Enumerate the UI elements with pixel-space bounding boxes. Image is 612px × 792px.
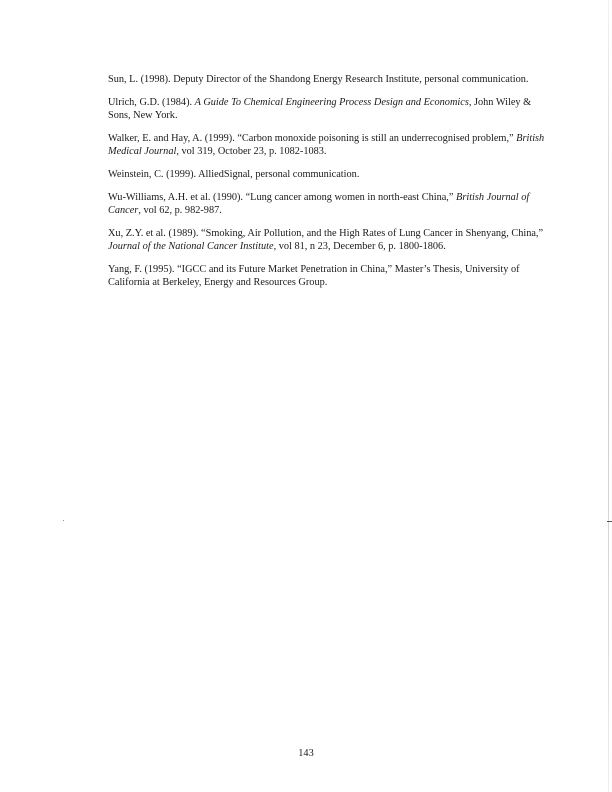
- reference-text: Ulrich, G.D. (1984).: [108, 97, 195, 108]
- reference-text: , vol 319, October 23, p. 1082-1083.: [176, 146, 327, 157]
- page-number: 143: [298, 748, 314, 759]
- reference-list: [108, 73, 548, 299]
- reference-text: , vol 62, p. 982-987.: [138, 205, 222, 216]
- reference-entry: [108, 168, 548, 181]
- reference-journal-italic: Journal of the National Cancer Institute: [108, 241, 274, 252]
- reference-entry: [108, 96, 548, 122]
- reference-journal-italic: British Journal of Cancer: [108, 192, 530, 216]
- reference-text: Yang, F. (1995). “IGCC and its Future Market Penetration in China,” Master’s Thesis, University of California at Berkeley, Energy and Resources Group.: [108, 264, 520, 288]
- reference-title-italic: A Guide To Chemical Engineering Process Design and Economics: [194, 97, 469, 108]
- scan-edge-mark: [607, 521, 612, 522]
- reference-text: Xu, Z.Y. et al. (1989). “Smoking, Air Pollution, and the High Rates of Lung Cancer in Shenyang, China,”: [108, 228, 544, 239]
- reference-entry: [108, 73, 548, 86]
- reference-entry: [108, 132, 548, 158]
- reference-text: , John Wiley & Sons, New York.: [108, 97, 532, 121]
- reference-text: Walker, E. and Hay, A. (1999). “Carbon monoxide poisoning is still an underrecognised problem,”: [108, 133, 517, 144]
- reference-entry: [108, 227, 548, 253]
- reference-text: , vol 81, n 23, December 6, p. 1800-1806.: [273, 241, 446, 252]
- scan-speck: [63, 520, 64, 521]
- reference-entry: [108, 191, 548, 217]
- reference-journal-italic: British Medical Journal: [108, 133, 545, 157]
- reference-text: Weinstein, C. (1999). AlliedSignal, personal communication.: [108, 169, 360, 180]
- reference-entry: [108, 263, 548, 289]
- reference-text: Sun, L. (1998). Deputy Director of the Shandong Energy Research Institute, personal communication.: [108, 74, 529, 85]
- scan-edge-line: [608, 0, 609, 792]
- reference-text: Wu-Williams, A.H. et al. (1990). “Lung cancer among women in north-east China,”: [108, 192, 457, 203]
